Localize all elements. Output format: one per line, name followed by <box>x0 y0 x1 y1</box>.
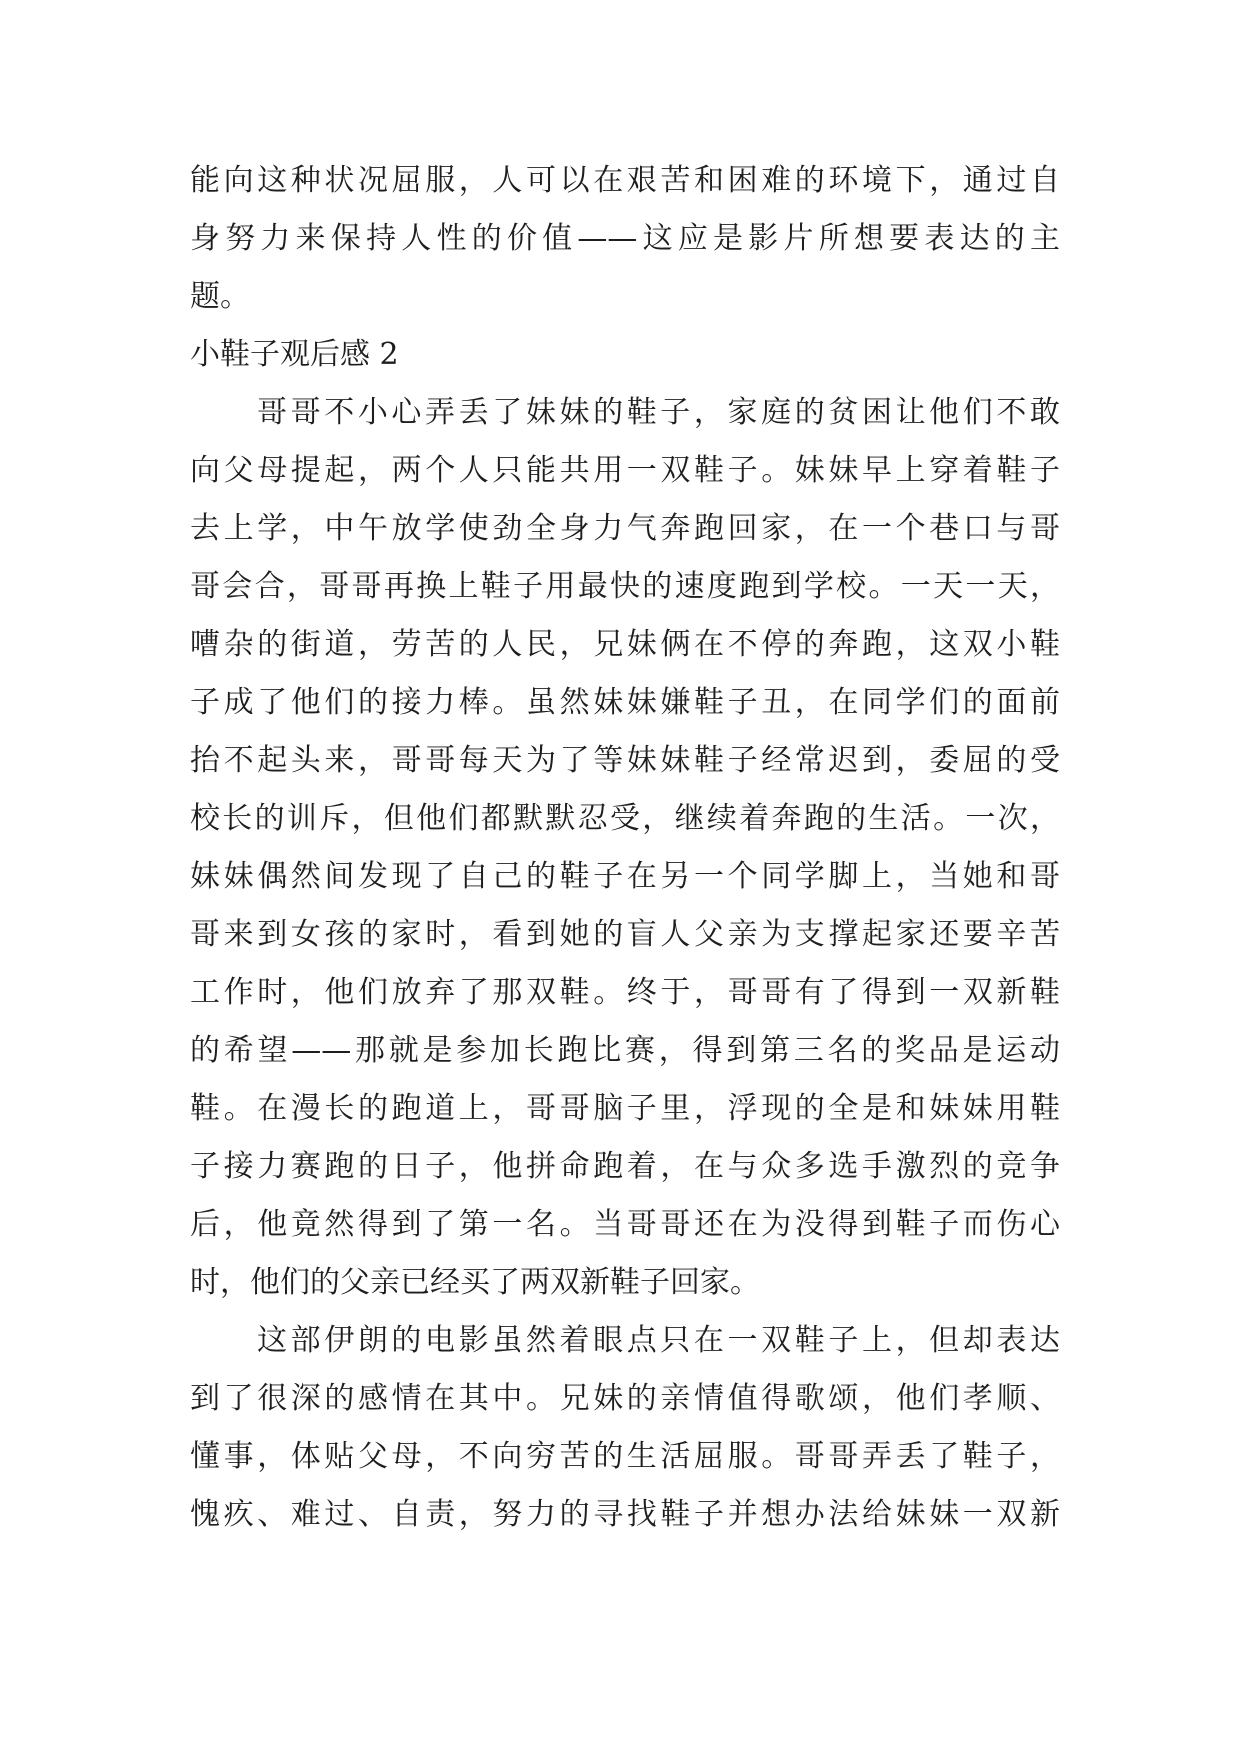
paragraph2-line-4: 愧疚、难过、自责，努力的寻找鞋子并想办法给妹妹一双新 <box>190 1497 1060 1532</box>
paragraph1-line-7: 抬不起头来，哥哥每天为了等妹妹鞋子经常迟到，委屈的受 <box>190 743 1060 778</box>
paragraph1-line-10: 哥来到女孩的家时，看到她的盲人父亲为支撑起家还要辛苦 <box>190 917 1060 952</box>
paragraph1-line-12: 的希望——那就是参加长跑比赛，得到第三名的奖品是运动 <box>190 1033 1060 1068</box>
paragraph1-line-11: 工作时，他们放弃了那双鞋。终于，哥哥有了得到一双新鞋 <box>190 975 1060 1010</box>
paragraph1-line-8: 校长的训斥，但他们都默默忍受，继续着奔跑的生活。一次， <box>190 801 1060 836</box>
section-title: 小鞋子观后感 2 <box>190 337 399 372</box>
paragraph1-line-2: 向父母提起，两个人只能共用一双鞋子。妹妹早上穿着鞋子 <box>190 453 1060 488</box>
intro-line-1: 能向这种状况屈服，人可以在艰苦和困难的环境下，通过自 <box>190 163 1060 198</box>
paragraph1-line-9: 妹妹偶然间发现了自己的鞋子在另一个同学脚上，当她和哥 <box>190 859 1060 894</box>
paragraph1-line-3: 去上学，中午放学使劲全身力气奔跑回家，在一个巷口与哥 <box>190 511 1060 546</box>
paragraph1-line-1: 哥哥不小心弄丢了妹妹的鞋子，家庭的贫困让他们不敢 <box>257 395 1060 430</box>
paragraph1-line-14: 子接力赛跑的日子，他拼命跑着，在与众多选手激烈的竞争 <box>190 1149 1060 1184</box>
paragraph1-line-5: 嘈杂的街道，劳苦的人民，兄妹俩在不停的奔跑，这双小鞋 <box>190 627 1060 662</box>
paragraph1-line-13: 鞋。在漫长的跑道上，哥哥脑子里，浮现的全是和妹妹用鞋 <box>190 1091 1060 1126</box>
paragraph1-line-4: 哥会合，哥哥再换上鞋子用最快的速度跑到学校。一天一天， <box>190 569 1060 604</box>
paragraph1-line-15: 后，他竟然得到了第一名。当哥哥还在为没得到鞋子而伤心 <box>190 1207 1060 1242</box>
paragraph1-line-6: 子成了他们的接力棒。虽然妹妹嫌鞋子丑，在同学们的面前 <box>190 685 1060 720</box>
paragraph2-line-1: 这部伊朗的电影虽然着眼点只在一双鞋子上，但却表达 <box>257 1323 1060 1358</box>
paragraph2-line-2: 到了很深的感情在其中。兄妹的亲情值得歌颂，他们孝顺、 <box>190 1381 1060 1416</box>
paragraph1-line-16: 时，他们的父亲已经买了两双新鞋子回家。 <box>190 1265 760 1300</box>
intro-line-3: 题。 <box>190 279 250 314</box>
paragraph2-line-3: 懂事，体贴父母，不向穷苦的生活屈服。哥哥弄丢了鞋子， <box>190 1439 1060 1474</box>
intro-line-2: 身努力来保持人性的价值——这应是影片所想要表达的主 <box>190 221 1060 256</box>
